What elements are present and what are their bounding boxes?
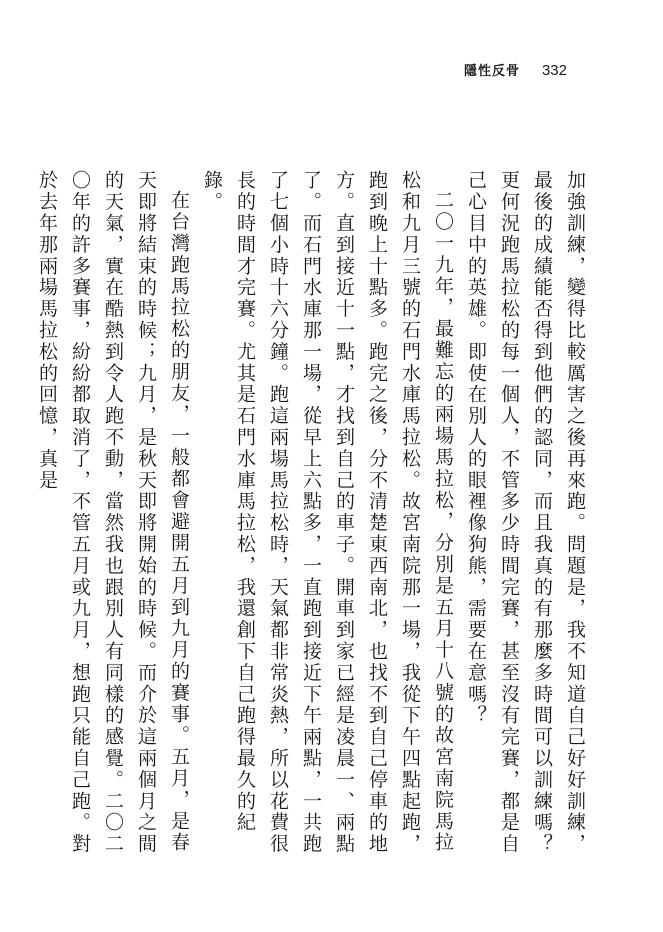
paragraph-2: 二〇一九年，最難忘的兩場馬拉松，分別是五月十八號的故宮南院馬拉松和九月三號的石門水庫馬拉松。故宮南院那一場，我從下午四點起跑，跑到晚上十點多。跑完之後，分不清楚東西南北，也找不到自己停車的地方。直到接近十一點，才找到自己的車子。開車到家已經是凌晨一、兩點了。而石門水庫那一場，從早上六點多，一直跑到接近下午兩點，一共跑了七個小時十六分鐘。跑這兩場馬拉松時，天氣都非常炎熱，所以花費很長的時間才完賽。尤其是石門水庫馬拉松，我還創下自己跑得最久的紀錄。 (201, 170, 454, 855)
paragraph-3: 在台灣跑馬拉松的朋友，一般都會避開五月到九月的賽事。五月，是春天即將結束的時候；九月，是秋天即將開始的時候。而介於這兩個月之間的天氣，實在酷熱到令人跑不動，當然我也跟別人有同樣的感覺。二〇二〇年的許多賽事，紛紛都取消了，不管五月或九月，想跑只能自己跑。對於去年那兩場馬拉松的回憶，真是 (36, 170, 190, 855)
vertical-body-text (30, 170, 591, 870)
page-number: 332 (541, 62, 567, 79)
running-header (464, 60, 567, 79)
paragraph-1: 加強訓練，變得比較厲害之後再來跑。問題是，我不知道自己好好訓練，最後的成績能否得到他們的認同，而且我真的有那麼多時間可以訓練嗎？更何況跑馬拉松的每一個人，不管多少時間完賽，甚至沒有完賽，都是自己心目中的英雄。即使在別人的眼裡像狗熊，需要在意嗎？ (465, 170, 586, 855)
header-title: 隱性反骨 (463, 64, 520, 79)
